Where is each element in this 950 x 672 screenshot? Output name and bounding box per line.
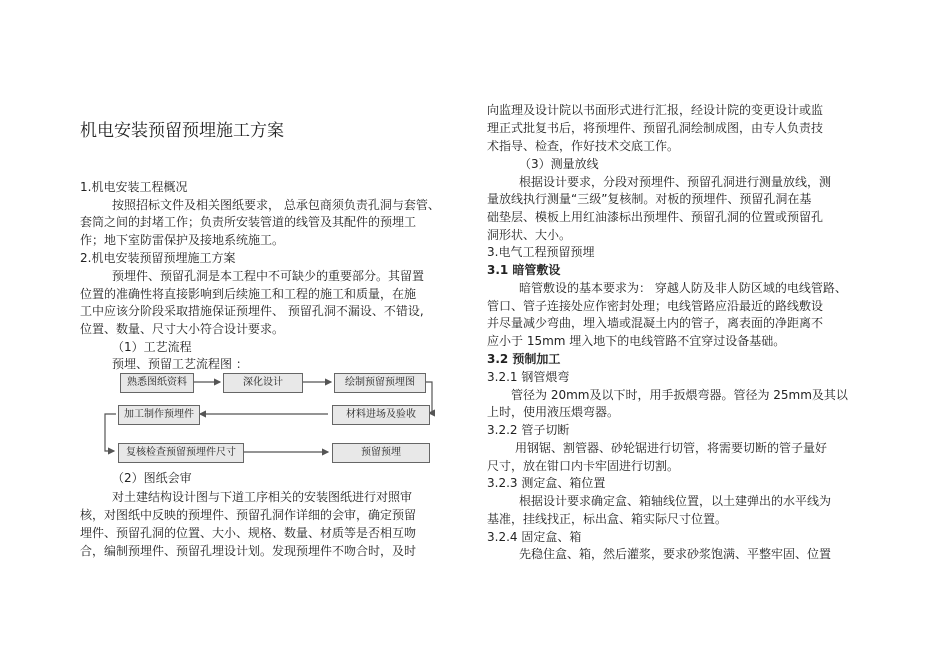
paragraph-line: 洞形状、大小。 [487,228,572,242]
subsection-heading: （2）图纸会审 [112,471,192,485]
paragraph-line: 术指导、检查，作好技术交底工作。 [487,139,680,153]
subsection-heading: 3.2.3 测定盒、箱位置 [487,476,606,490]
subsection-heading: （1）工艺流程 [112,340,192,354]
flow-step-detailed-design: 深化设计 [223,373,303,393]
paragraph-line: 并尽量减少弯曲，埋入墙或混凝土内的管子，离表面的净距离不 [487,316,824,330]
paragraph-line: 尺寸，放在钳口内卡牢固进行切割。 [487,459,680,473]
paragraph-line: 工中应该分阶段采取措施保证预埋件、 预留孔洞不漏设、不错设, [80,304,424,318]
subsection-heading: 3.2 预制加工 [487,352,561,366]
paragraph-line: 核，对图纸中反映的预埋件、预留孔洞作详细的会审，确定预留 [80,508,417,522]
flow-step-read-drawings: 熟悉图纸资料 [120,373,194,393]
paragraph-line: 先稳住盒、箱，然后灌浆，要求砂浆饱满、平整牢固、位置 [519,547,832,561]
section-heading: 3.电气工程预留预埋 [487,245,595,259]
paragraph-line: 用钢锯、割管器、砂轮锯进行切管，将需要切断的管子量好 [515,441,828,455]
paragraph-line: 根据设计要求确定盒、箱轴线位置，以土建弹出的水平线为 [519,494,832,508]
paragraph-line: 基准，挂线找正，标出盒、箱实际尺寸位置。 [487,512,728,526]
paragraph-line: 理正式批复书后，将预埋件、预留孔洞绘制成图，由专人负责技 [487,121,824,135]
paragraph-line: 位置的准确性将直接影响到后续施工和工程的施工和质量，在施 [80,287,417,301]
flow-arrow [105,414,116,451]
flowchart-caption: 预埋、预留工艺流程图 ： [112,357,248,371]
paragraph-line: 作；地下室防雷保护及接地系统施工。 [80,233,285,247]
paragraph-line: 应小于 15mm 埋入地下的电线管路不宜穿过设备基础。 [487,334,786,348]
paragraph-line: 预埋件、预留孔洞是本工程中不可缺少的重要部分。其留置 [112,269,425,283]
flow-step-fabricate-embeds: 加工制作预埋件 [118,405,200,425]
paragraph-line: 量放线执行测量“三级”复核制。对板的预埋件、预留孔洞在基 [487,192,812,206]
paragraph-line: 合，编制预埋件、预留孔埋设计划。发现预埋件不吻合时，及时 [80,544,417,558]
subsection-heading: （3）测量放线 [519,157,599,171]
flow-step-embed: 预留预埋 [332,443,430,463]
subsection-heading: 3.2.1 钢管煨弯 [487,370,570,384]
paragraph-line: 向监理及设计院以书面形式进行汇报，经设计院的变更设计或监 [487,103,824,117]
paragraph-line: 套筒之间的封堵工作；负责所安装管道的线管及其配件的预埋工 [80,215,417,229]
paragraph-line: 础垫层、模板上用红油漆标出预埋件、预留孔洞的位置或预留孔 [487,210,824,224]
section-heading: 1.机电安装工程概况 [80,180,188,194]
flow-step-draw-plan: 绘制预留预埋图 [334,373,426,393]
paragraph-line: 根据设计要求，分段对预埋件、预留孔洞进行测量放线，测 [519,175,832,189]
paragraph-line: 对土建结构设计图与下道工序相关的安装图纸进行对照审 [112,490,413,504]
section-heading: 2.机电安装预留预埋施工方案 [80,251,236,265]
paragraph-line: 按照招标文件及相关图纸要求， 总承包商须负责孔洞与套管、 [112,198,440,212]
subsection-heading: 3.1 暗管敷设 [487,263,561,277]
paragraph-line: 管径为 20mm及以下时，用手扳煨弯器。管径为 25mm及其以 [511,388,848,402]
flow-step-material-inspection: 材料进场及验收 [332,405,430,425]
paragraph-line: 埋件、预留孔洞的位置、大小、规格、数量、材质等是否相互吻 [80,526,417,540]
document-title: 机电安装预留预埋施工方案 [80,121,284,141]
paragraph-line: 管口、管子连接处应作密封处理；电线管路应沿最近的路线敷设 [487,299,824,313]
paragraph-line: 暗管敷设的基本要求为： 穿越人防及非人防区域的电线管路、 [519,281,847,295]
flow-step-recheck-dimensions: 复核检查预留预埋件尺寸 [118,443,244,463]
subsection-heading: 3.2.4 固定盒、箱 [487,530,582,544]
subsection-heading: 3.2.2 管子切断 [487,423,570,437]
paragraph-line: 上时，使用液压煨弯器。 [487,405,620,419]
paragraph-line: 位置、数量、尺寸大小符合设计要求。 [80,322,285,336]
process-flowchart [100,368,440,468]
